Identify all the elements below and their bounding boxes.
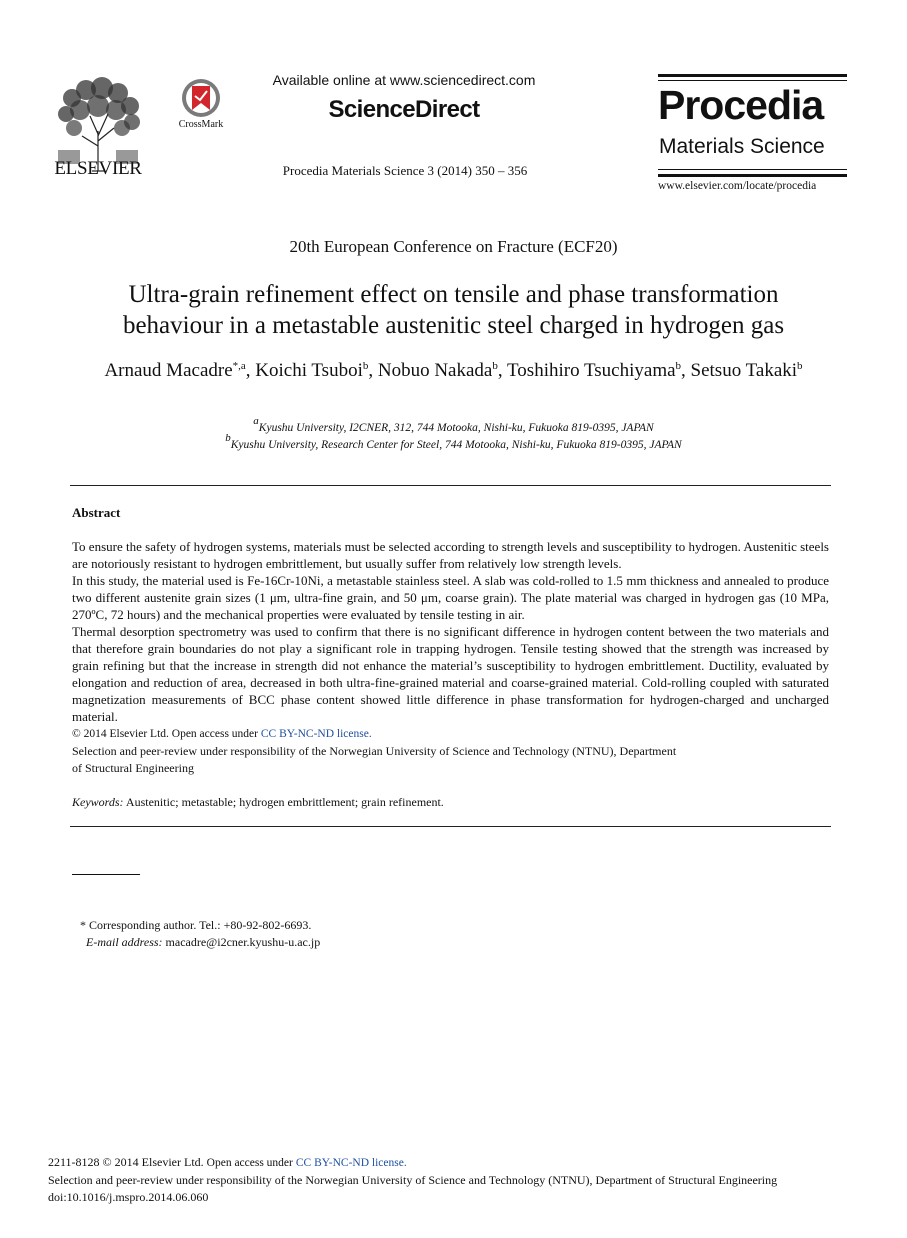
footnote	[80, 917, 680, 951]
available-online-text: Available online at www.sciencedirect.com	[272, 72, 536, 88]
abstract-paragraph: In this study, the material used is Fe-16Cr-10Ni, a metastable stainless steel. A slab was cold-rolled to 1.5 mm thickness and annealed to produce two different austenite grain sizes (1 μm, ultra-fine grain, and 50 μm, coarse grain). The plate material was charged in hydrogen gas (10 MPa, 270ºC, 72 hours) and the mechanical properties were evaluated by tensile testing in air.	[72, 573, 829, 622]
author-name: Toshihiro Tsuchiyama	[507, 360, 676, 381]
issn-copyright: 2211-8128 © 2014 Elsevier Ltd.	[48, 1155, 204, 1169]
abstract-paragraph: To ensure the safety of hydrogen systems, materials must be selected according to strength levels and susceptibility to hydrogen. Austenitic steels are notoriously resistant to hydrogen embrittlement, but usually suffer from relatively low strength levels.	[72, 539, 829, 571]
procedia-title: Procedia	[658, 82, 824, 128]
crossmark-label: CrossMark	[178, 119, 224, 130]
sciencedirect-logo: ScienceDirect	[328, 96, 480, 123]
publisher-name: ELSEVIER	[54, 158, 142, 179]
author-affiliation-mark: b	[492, 360, 498, 372]
abstract-heading: Abstract	[72, 505, 121, 520]
section-divider	[70, 826, 831, 827]
affiliation-text: Kyushu University, Research Center for Steel, 744 Motooka, Nishi-ku, Fukuoka 819-0395, JAPAN	[230, 439, 682, 451]
email-label: E-mail address:	[86, 935, 163, 949]
footer-peer-review: Selection and peer-review under responsibility of the Norwegian University of Science and Technology (NTNU), Department of Structural Engineering	[48, 1173, 778, 1187]
footer-copyright-line	[48, 1154, 878, 1172]
footnote-rule	[72, 874, 140, 875]
email-address[interactable]: macadre@i2cner.kyushu-u.ac.jp	[165, 935, 321, 949]
peer-review-statement	[72, 743, 772, 777]
author-list: Arnaud Macadre$^{*,a}$, Koichi Tsuboi$^b$, Nobuo Nakada$^b$, Toshihiro Tsuchiyama$^b$, Setsuo Takaki$^b$	[104, 360, 803, 381]
title-line-1: Ultra-grain refinement effect on tensile and phase transformation	[128, 281, 779, 308]
license-link[interactable]: CC BY-NC-ND license.	[260, 728, 372, 740]
abstract-body	[72, 538, 829, 725]
procedia-url: www.elsevier.com/locate/procedia	[658, 180, 817, 192]
conference-name: 20th European Conference on Fracture (ECF20)	[289, 237, 618, 256]
page-footer	[48, 1154, 878, 1206]
author-name: Setsuo Takaki	[690, 360, 798, 381]
author-affiliation-mark: *,a	[232, 360, 246, 372]
procedia-masthead	[658, 74, 847, 179]
corresponding-author: * Corresponding author. Tel.: +80-92-802-6693.	[80, 918, 312, 932]
author-affiliation-mark: b	[362, 360, 369, 372]
open-access-text: Open access under	[171, 728, 258, 740]
email-line	[80, 934, 680, 951]
license-link[interactable]: CC BY-NC-ND license.	[295, 1157, 407, 1169]
peer-review-line: Selection and peer-review under responsibility of the Norwegian University of Science and Technology (NTNU), Department	[72, 744, 677, 758]
author-name: Nobuo Nakada	[377, 360, 493, 381]
open-access-text: Open access under	[206, 1157, 293, 1169]
keywords-text: Austenitic; metastable; hydrogen embrittlement; grain refinement.	[125, 795, 444, 809]
author-affiliation-mark: b	[675, 360, 682, 372]
affiliation-text: Kyushu University, I2CNER, 312, 744 Motooka, Nishi-ku, Fukuoka 819-0395, JAPAN	[258, 422, 654, 434]
affiliation-mark: a	[253, 415, 259, 427]
author-name: Arnaud Macadre	[104, 360, 233, 381]
copyright-text: © 2014 Elsevier Ltd.	[72, 728, 169, 740]
section-divider	[70, 485, 831, 486]
abstract-paragraph: Thermal desorption spectrometry was used to confirm that there is no significant difference in hydrogen content between the two materials and that therefore grain boundaries do not play a significant role in trapping hydrogen. Tensile testing showed that the strength was increased by grain refining but that the increase in strength did not enhance the material’s susceptibility to hydrogen embrittlement. Ductility, evaluated by elongation and reduction of area, decreased in both ultra-fine-grained material and coarse-grained material. Cold-rolling coupled with saturated magnetization measurements of BCC phase content showed little difference in phase transformation for hydrogen-charged and uncharged material.	[72, 624, 829, 724]
affiliation-a	[60, 415, 847, 434]
author-name: Koichi Tsuboi	[255, 360, 363, 381]
journal-reference: Procedia Materials Science 3 (2014) 350 – 356	[282, 163, 528, 178]
doi[interactable]: doi:10.1016/j.mspro.2014.06.060	[48, 1190, 209, 1204]
peer-review-line: of Structural Engineering	[72, 761, 194, 775]
keywords-line	[72, 795, 829, 810]
author-affiliation-mark: b	[797, 360, 803, 372]
affiliation-mark: b	[225, 432, 231, 444]
affiliation-b	[60, 432, 847, 451]
keywords-label: Keywords:	[72, 795, 124, 809]
paper-title	[60, 279, 847, 341]
title-line-2: behaviour in a metastable austenitic steel charged in hydrogen gas	[122, 312, 785, 339]
procedia-subtitle: Materials Science	[659, 135, 825, 158]
copyright-line	[72, 726, 829, 743]
